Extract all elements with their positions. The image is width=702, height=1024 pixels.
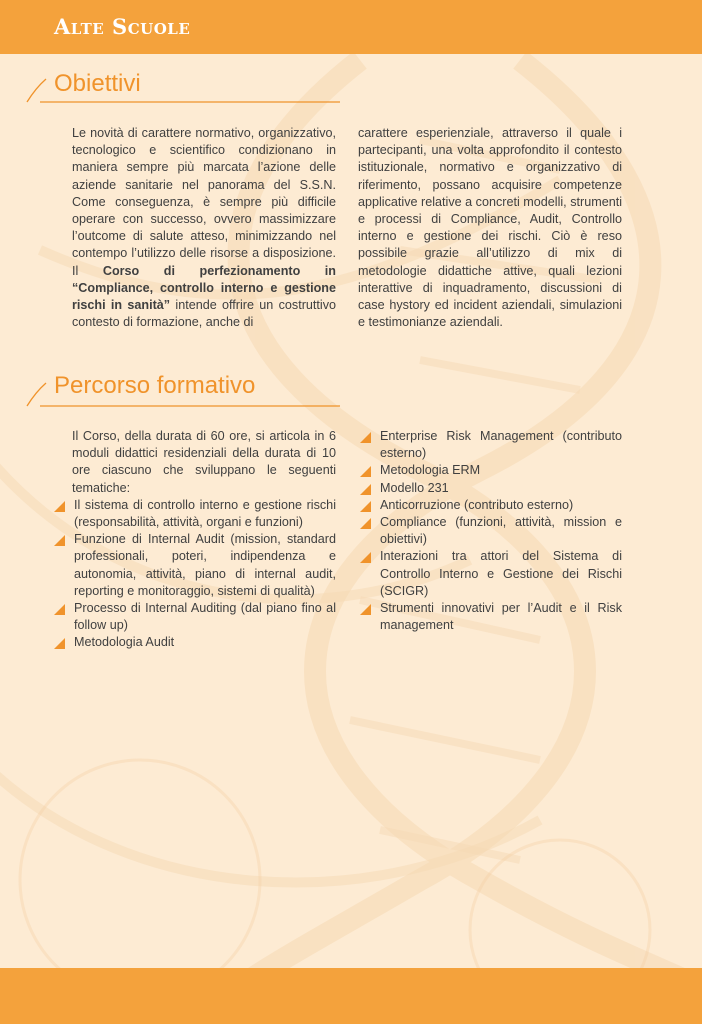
triangle-bullet-icon — [54, 604, 65, 615]
title-underline-decoration — [26, 78, 342, 104]
list-item: Compliance (funzioni, attività, mission e obiettivi) — [356, 514, 622, 548]
course-topics-right — [356, 428, 622, 634]
list-item: Anticorruzione (contributo esterno) — [356, 497, 622, 514]
triangle-bullet-icon — [360, 466, 371, 477]
triangle-bullet-icon — [360, 518, 371, 529]
objectives-text-2: intende offrire un costruttivo contesto di formazione, anche di — [72, 298, 336, 330]
header-title: Alte Scuole — [54, 14, 191, 39]
objectives-text-3: carattere esperienziale, attraverso il quale i partecipanti, una volta approfondito il contesto istituzionale, normativo e organizzativo di riferimento, possano acquisire competenze applicative relative a concreti modelli, strumenti e processi di Compliance, Audit, Controllo interno e gestione dei rischi. Ciò è reso possibile grazie all’utilizzo di mix di metodologie didattiche attive, quali lezioni interattive di inquadramento, discussioni di case hystory ed incident aziendali, simulazioni e testimonianze aziendali. — [358, 126, 622, 330]
header-band — [0, 0, 702, 54]
triangle-bullet-icon — [54, 535, 65, 546]
list-item: Processo di Internal Auditing (dal piano fino al follow up) — [50, 600, 336, 634]
course-topics-left — [50, 497, 336, 652]
triangle-bullet-icon — [360, 432, 371, 443]
list-item: Funzione di Internal Audit (mission, standard professionali, poteri, indipendenza e autonomia, attività, piano di internal audit, reporting e monitoraggio, sistemi di qualità) — [50, 531, 336, 600]
triangle-bullet-icon — [54, 501, 65, 512]
footer-band — [0, 968, 702, 1024]
course-left-column — [72, 428, 336, 652]
list-item: Strumenti innovativi per l’Audit e il Risk management — [356, 600, 622, 634]
objectives-text-1: Le novità di carattere normativo, organizzativo, tecnologico e scientifico condizionano in maniera sempre più marcata l’azione delle aziende sanitarie nel panorama del S.S.N. Come conseguenza, è sempre più difficile operare con successo, ovvero massimizzare l’outcome di salute atteso, minimizzando nel contempo l’utilizzo delle risorse a disposizione. Il — [72, 126, 336, 278]
list-item: Metodologia ERM — [356, 462, 622, 479]
section-title-objectives: Obiettivi — [54, 70, 141, 97]
triangle-bullet-icon — [54, 638, 65, 649]
triangle-bullet-icon — [360, 484, 371, 495]
list-item: Il sistema di controllo interno e gestione rischi (responsabilità, attività, organi e funzioni) — [50, 497, 336, 531]
objectives-course-name: Corso di perfezionamento in “Compliance, controllo interno e gestione rischi in sanità” — [72, 263, 337, 313]
list-item: Modello 231 — [356, 480, 622, 497]
triangle-bullet-icon — [360, 604, 371, 615]
triangle-bullet-icon — [360, 501, 371, 512]
list-item: Metodologia Audit — [50, 634, 336, 651]
course-right-column — [356, 428, 622, 634]
title-underline-decoration — [26, 382, 342, 408]
objectives-left-column — [72, 125, 336, 331]
course-intro: Il Corso, della durata di 60 ore, si articola in 6 moduli didattici residenziali della durata di 10 ore ciascuno che sviluppano le seguenti tematiche: — [72, 429, 336, 495]
list-item: Interazioni tra attori del Sistema di Controllo Interno e Gestione dei Rischi (SCIGR) — [356, 548, 622, 600]
triangle-bullet-icon — [360, 552, 371, 563]
section-title-course: Percorso formativo — [54, 372, 256, 399]
objectives-right-column — [358, 125, 622, 331]
list-item: Enterprise Risk Management (contributo esterno) — [356, 428, 622, 462]
